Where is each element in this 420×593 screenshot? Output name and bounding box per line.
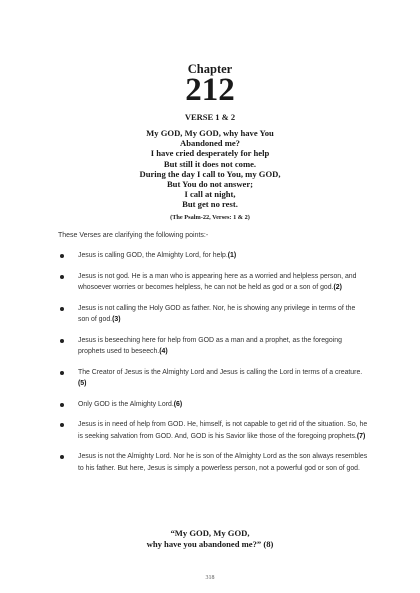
- verse-heading: VERSE 1 & 2: [184, 112, 236, 122]
- closing-quote-line: why have you abandoned me?” (8): [146, 538, 274, 549]
- psalm-line: I call at night,: [184, 189, 236, 200]
- psalm-quote: [80, 128, 340, 210]
- point-text: Jesus is beseeching here for help from GOD as a man and a prophet, as the foregoing prophets used to beseech.: [78, 336, 342, 355]
- psalm-line: But You do not answer;: [166, 179, 254, 190]
- point-reference: (5): [78, 380, 87, 387]
- chapter-number: 212: [185, 72, 235, 108]
- point-reference: (4): [159, 348, 168, 355]
- bullet-icon: [60, 371, 64, 375]
- closing-quote-line: “My GOD, My GOD,: [170, 528, 250, 538]
- psalm-line: Abandoned me?: [180, 138, 240, 149]
- intro-text: These Verses are clarifying the following points:-: [58, 232, 209, 239]
- psalm-line: During the day I call to You, my GOD,: [139, 168, 281, 179]
- points-list: [58, 250, 368, 483]
- point-reference: (1): [227, 252, 237, 259]
- chapter-label: Chapter: [187, 62, 233, 76]
- list-item: [58, 271, 368, 294]
- bullet-icon: [60, 423, 64, 427]
- list-item: [58, 303, 368, 326]
- psalm-line: But still it does not come.: [163, 158, 257, 169]
- psalm-citation: (The Psalm-22, Verses: 1 & 2): [170, 214, 250, 221]
- point-text: The Creator of Jesus is the Almighty Lord and Jesus is calling the Lord in terms of a creature.: [78, 368, 363, 376]
- bullet-icon: [60, 403, 64, 407]
- list-item: [58, 335, 368, 358]
- point-reference: (3): [112, 316, 121, 323]
- bullet-icon: [60, 275, 64, 279]
- point-text: Jesus is not the Almighty Lord. Nor he is son of the Almighty Lord as the son always resembles to his father. But here, Jesus is simply a powerless person, not a powerful god or son of god.: [78, 453, 368, 472]
- closing-quote: [0, 528, 420, 549]
- point-text: Jesus is not god. He is a man who is appearing here as a worried and helpless person, and whosoever worries or becomes helpless, he can not be held as god or a son of god.: [78, 272, 357, 291]
- page-number: 318: [205, 575, 215, 581]
- point-text: Only GOD is the Almighty Lord.: [78, 400, 174, 408]
- psalm-line: But get no rest.: [182, 199, 238, 210]
- list-item: [58, 367, 368, 390]
- point-reference: (6): [173, 400, 183, 408]
- bullet-icon: [60, 307, 64, 311]
- list-item: [58, 250, 368, 262]
- bullet-icon: [60, 254, 64, 258]
- point-reference: (7): [356, 432, 366, 440]
- list-item: [58, 399, 368, 411]
- list-item: [58, 451, 368, 474]
- point-text: Jesus is in need of help from GOD. He, himself, is not capable to get rid of the situation. So, he is seeking salvation from GOD. And, GOD is his Savior like those of the foregoing prophets.: [78, 421, 368, 440]
- bullet-icon: [60, 339, 64, 343]
- point-text: Jesus is not calling the Holy GOD as father. Nor, he is showing any privilege in terms of the son of god.: [78, 304, 356, 323]
- list-item: [58, 419, 368, 442]
- point-text: Jesus is calling GOD, the Almighty Lord, for help.: [78, 252, 228, 259]
- bullet-icon: [60, 455, 64, 459]
- point-reference: (2): [333, 284, 342, 291]
- psalm-line: I have cried desperately for help: [150, 148, 270, 159]
- psalm-line: My GOD, My GOD, why have You: [146, 128, 274, 138]
